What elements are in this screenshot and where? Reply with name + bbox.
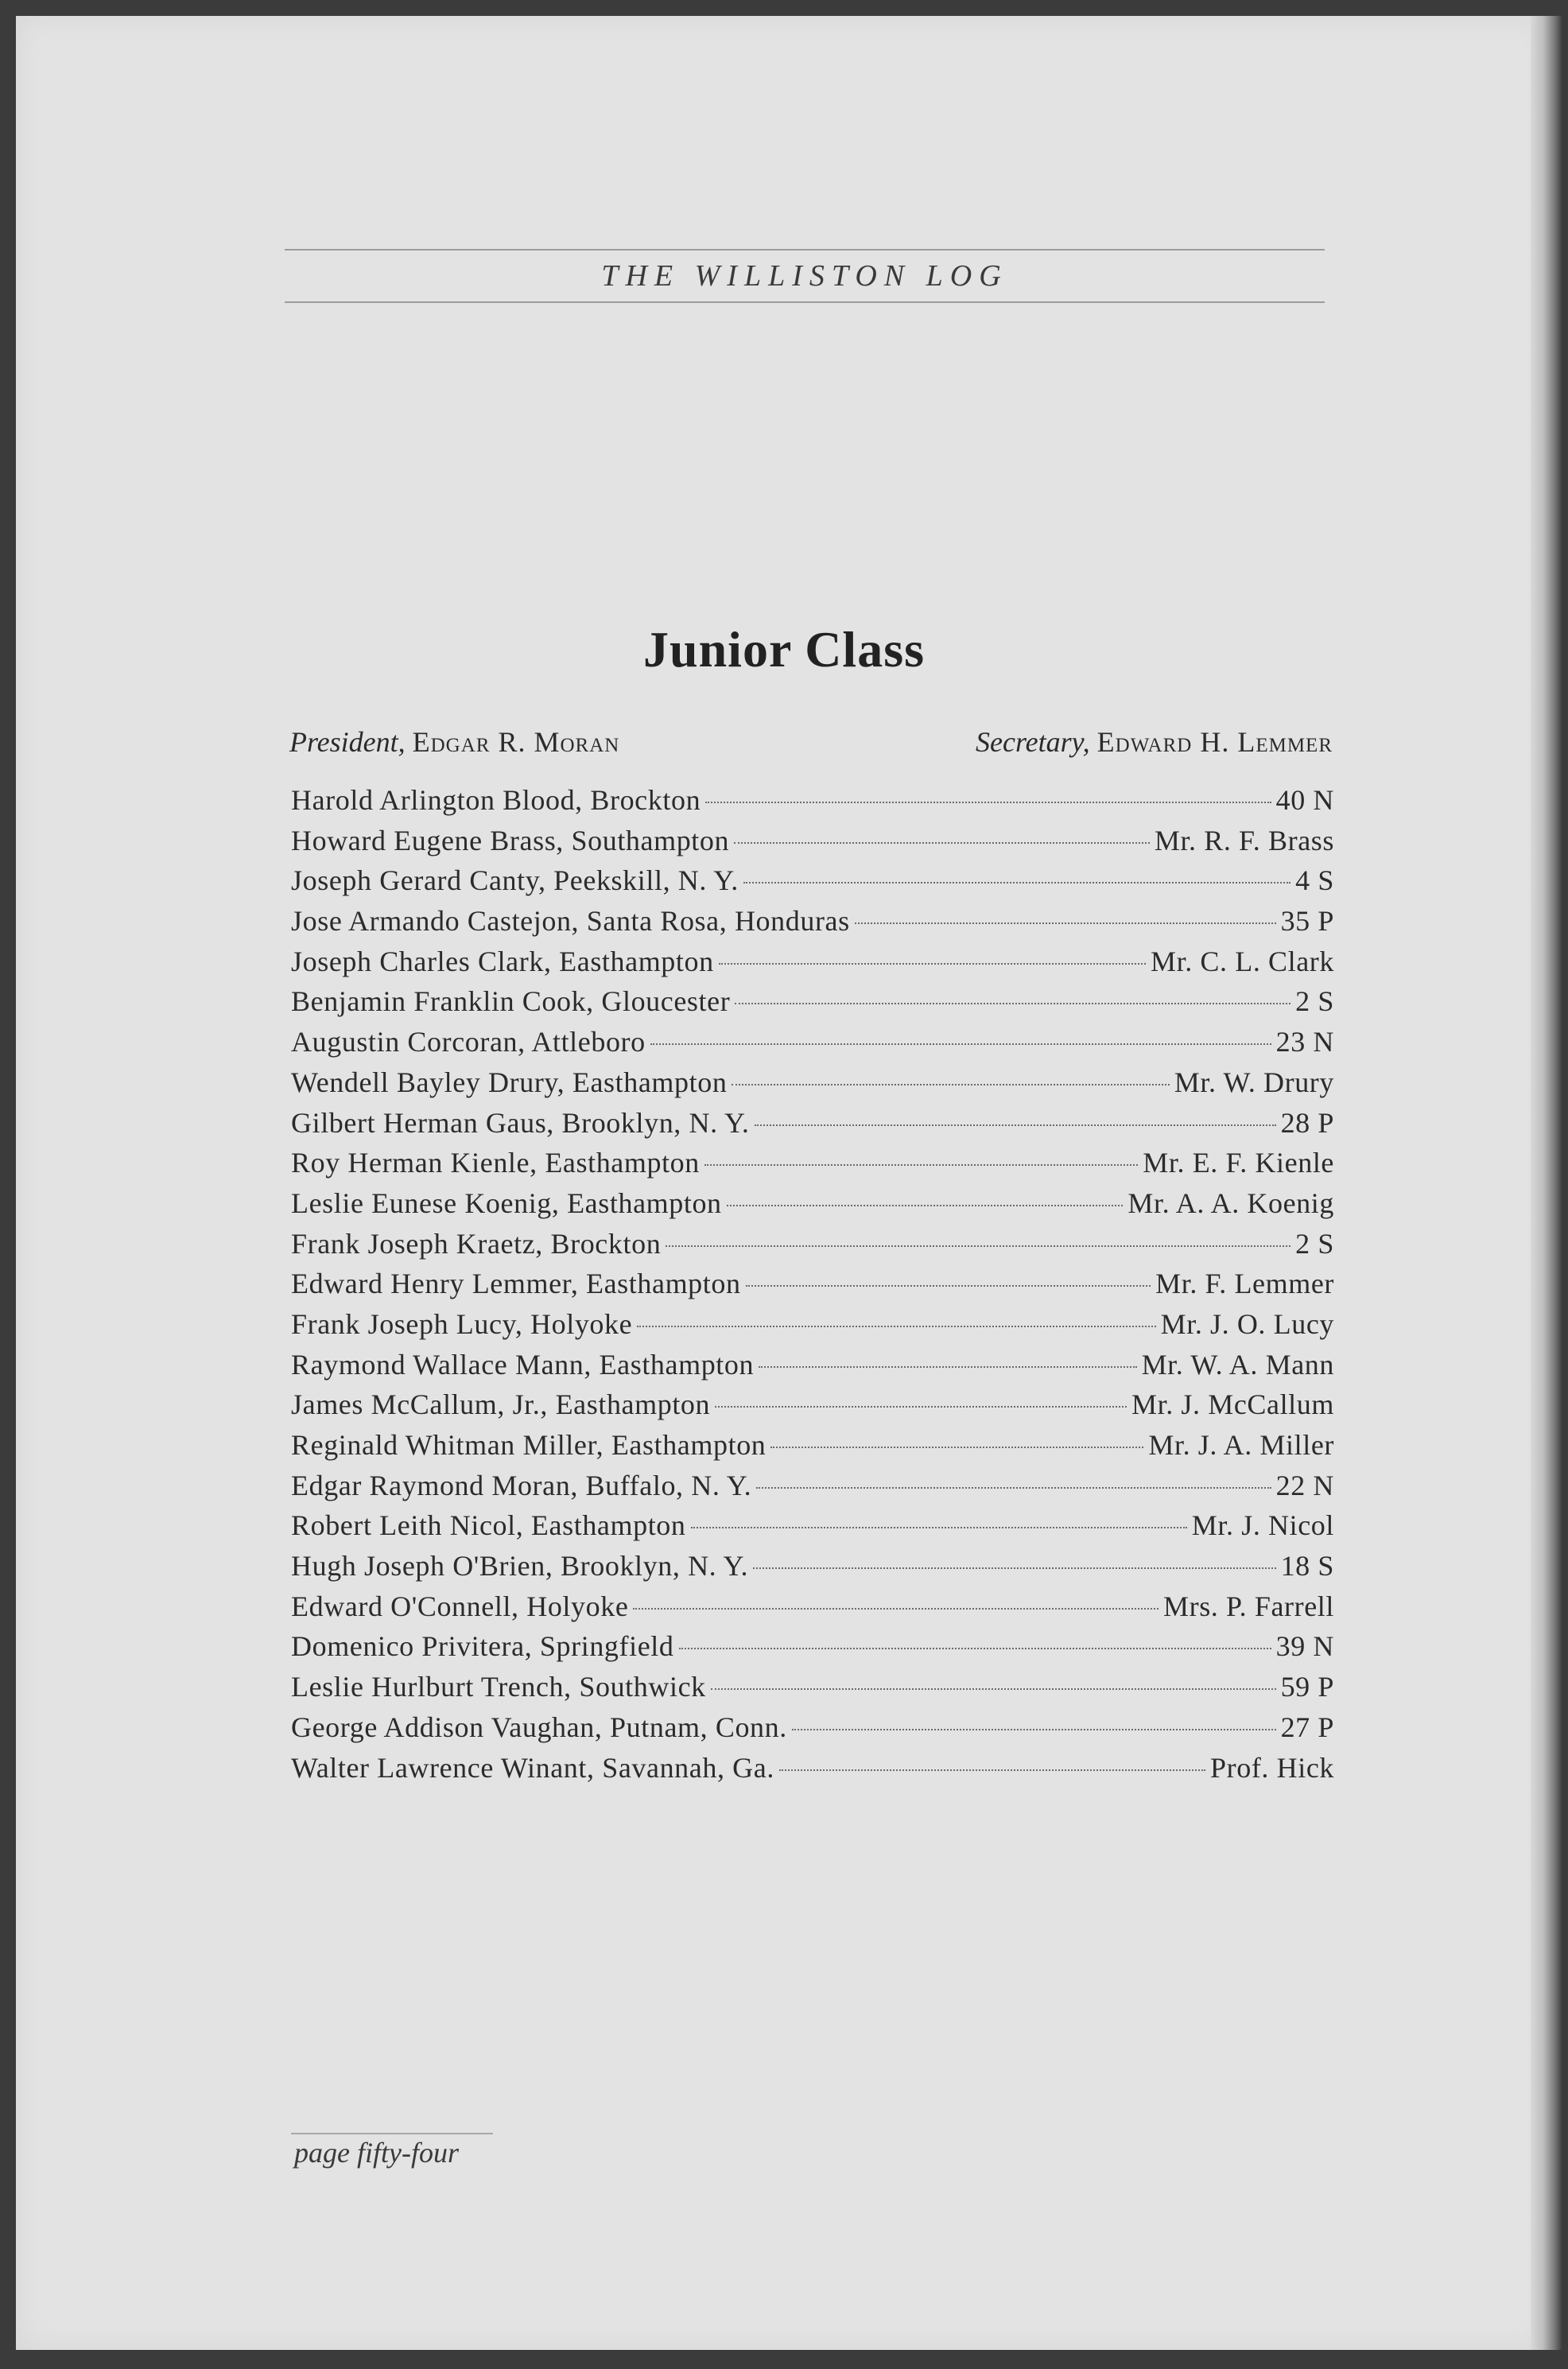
dot-leader (666, 1245, 1290, 1247)
running-header (285, 249, 1325, 303)
dot-leader (770, 1447, 1143, 1448)
roster-row (291, 1066, 1334, 1106)
student-residence: Mr. W. A. Mann (1141, 1348, 1334, 1381)
student-residence: 2 S (1295, 985, 1334, 1018)
president-label: President, (289, 726, 406, 758)
student-residence: 18 S (1280, 1550, 1334, 1583)
roster-row (291, 1146, 1334, 1186)
dot-leader (715, 1406, 1127, 1408)
student-name: Augustin Corcoran, Attleboro (291, 1026, 646, 1058)
dot-leader (855, 922, 1276, 924)
student-name: Benjamin Franklin Cook, Gloucester (291, 985, 731, 1018)
dot-leader (734, 842, 1150, 844)
student-name: Edgar Raymond Moran, Buffalo, N. Y. (291, 1469, 752, 1501)
roster-row (291, 1428, 1334, 1469)
dot-leader (637, 1326, 1155, 1327)
roster-row (291, 1106, 1334, 1147)
roster-row (291, 1186, 1334, 1227)
dot-leader (705, 802, 1271, 803)
student-name: Walter Lawrence Winant, Savannah, Ga. (291, 1751, 774, 1784)
roster-row (291, 1227, 1334, 1268)
student-name: Raymond Wallace Mann, Easthampton (291, 1348, 755, 1381)
roster-row (291, 904, 1334, 945)
student-residence: Mr. W. Drury (1174, 1066, 1334, 1098)
dot-leader (732, 1084, 1169, 1085)
dot-leader (755, 1124, 1276, 1126)
roster-row (291, 1469, 1334, 1509)
student-residence: 35 P (1280, 905, 1334, 938)
page-number: page fifty-four (294, 2137, 459, 2169)
student-name: Edward O'Connell, Holyoke (291, 1590, 629, 1622)
student-name: Gilbert Herman Gaus, Brooklyn, N. Y. (291, 1106, 750, 1139)
student-residence: Prof. Hick (1210, 1751, 1334, 1784)
class-officers (289, 725, 1333, 765)
student-name: George Addison Vaughan, Putnam, Conn. (291, 1711, 787, 1743)
student-name: Roy Herman Kienle, Easthampton (291, 1147, 700, 1179)
student-residence: Mr. A. A. Koenig (1127, 1186, 1334, 1219)
student-residence: Mr. F. Lemmer (1155, 1268, 1334, 1300)
roster-row (291, 1388, 1334, 1428)
student-name: Joseph Charles Clark, Easthampton (291, 945, 714, 977)
student-residence: 27 P (1280, 1711, 1334, 1743)
student-residence: 28 P (1280, 1106, 1334, 1139)
student-name: James McCallum, Jr., Easthampton (291, 1388, 711, 1421)
student-residence: Mr. J. A. Miller (1148, 1429, 1334, 1461)
dot-leader (633, 1608, 1159, 1610)
student-name: Wendell Bayley Drury, Easthampton (291, 1066, 728, 1098)
dot-leader (743, 882, 1290, 884)
roster-row (291, 864, 1334, 904)
president-name: Edgar R. Moran (412, 726, 620, 758)
president-line (289, 725, 619, 759)
roster-row (291, 984, 1334, 1025)
dot-leader (735, 1003, 1290, 1004)
student-name: Domenico Privitera, Springfield (291, 1630, 674, 1663)
student-residence: 40 N (1275, 784, 1334, 816)
student-name: Howard Eugene Brass, Southampton (291, 824, 730, 856)
student-name: Hugh Joseph O'Brien, Brooklyn, N. Y. (291, 1550, 749, 1583)
student-name: Leslie Hurlburt Trench, Southwick (291, 1671, 706, 1703)
student-name: Edward Henry Lemmer, Easthampton (291, 1268, 741, 1300)
student-name: Frank Joseph Kraetz, Brockton (291, 1227, 662, 1260)
footer-rule (291, 2133, 493, 2134)
student-residence: Mr. R. F. Brass (1154, 824, 1334, 856)
running-title: THE WILLISTON LOG (601, 259, 1008, 293)
student-residence: 39 N (1275, 1630, 1334, 1663)
student-name: Frank Joseph Lucy, Holyoke (291, 1307, 633, 1340)
student-residence: Mr. J. O. Lucy (1160, 1307, 1334, 1340)
roster-row (291, 1670, 1334, 1711)
student-residence: 2 S (1295, 1227, 1334, 1260)
roster-row (291, 1025, 1334, 1066)
page-title: Junior Class (642, 621, 926, 678)
student-name: Robert Leith Nicol, Easthampton (291, 1509, 686, 1542)
roster-row (291, 1267, 1334, 1307)
dot-leader (753, 1567, 1275, 1569)
dot-leader (792, 1729, 1276, 1730)
student-residence: Mr. J. McCallum (1131, 1388, 1334, 1421)
dot-leader (691, 1527, 1187, 1528)
student-residence: 59 P (1280, 1671, 1334, 1703)
roster-row (291, 1348, 1334, 1388)
roster-row (291, 1590, 1334, 1630)
student-residence: 23 N (1275, 1026, 1334, 1058)
student-residence: Mrs. P. Farrell (1163, 1590, 1334, 1622)
roster-row (291, 1509, 1334, 1549)
roster-row (291, 1307, 1334, 1348)
secretary-line (976, 725, 1333, 759)
student-residence: 22 N (1275, 1469, 1334, 1501)
roster-row (291, 1629, 1334, 1670)
dot-leader (746, 1285, 1151, 1287)
dot-leader (704, 1164, 1138, 1166)
roster-row (291, 1711, 1334, 1751)
roster-row (291, 783, 1334, 824)
dot-leader (759, 1366, 1136, 1368)
dot-leader (727, 1205, 1124, 1206)
page-edge (1531, 16, 1562, 2350)
dot-leader (779, 1769, 1205, 1771)
student-residence: Mr. C. L. Clark (1151, 945, 1334, 977)
roster-row (291, 1549, 1334, 1590)
dot-leader (679, 1648, 1271, 1649)
roster-row (291, 1751, 1334, 1792)
dot-leader (711, 1688, 1276, 1690)
dot-leader (650, 1043, 1271, 1045)
roster-row (291, 945, 1334, 985)
student-name: Leslie Eunese Koenig, Easthampton (291, 1186, 722, 1219)
student-name: Reginald Whitman Miller, Easthampton (291, 1429, 767, 1461)
secretary-label: Secretary, (976, 726, 1090, 758)
student-name: Joseph Gerard Canty, Peekskill, N. Y. (291, 864, 739, 897)
student-residence: Mr. J. Nicol (1191, 1509, 1334, 1542)
secretary-name: Edward H. Lemmer (1096, 726, 1333, 758)
student-name: Harold Arlington Blood, Brockton (291, 784, 701, 816)
roster-row (291, 824, 1334, 864)
class-roster (291, 783, 1334, 1791)
dot-leader (756, 1487, 1271, 1489)
student-residence: Mr. E. F. Kienle (1143, 1147, 1334, 1179)
student-name: Jose Armando Castejon, Santa Rosa, Honduras (291, 905, 850, 938)
dot-leader (719, 963, 1146, 965)
student-residence: 4 S (1295, 864, 1334, 897)
